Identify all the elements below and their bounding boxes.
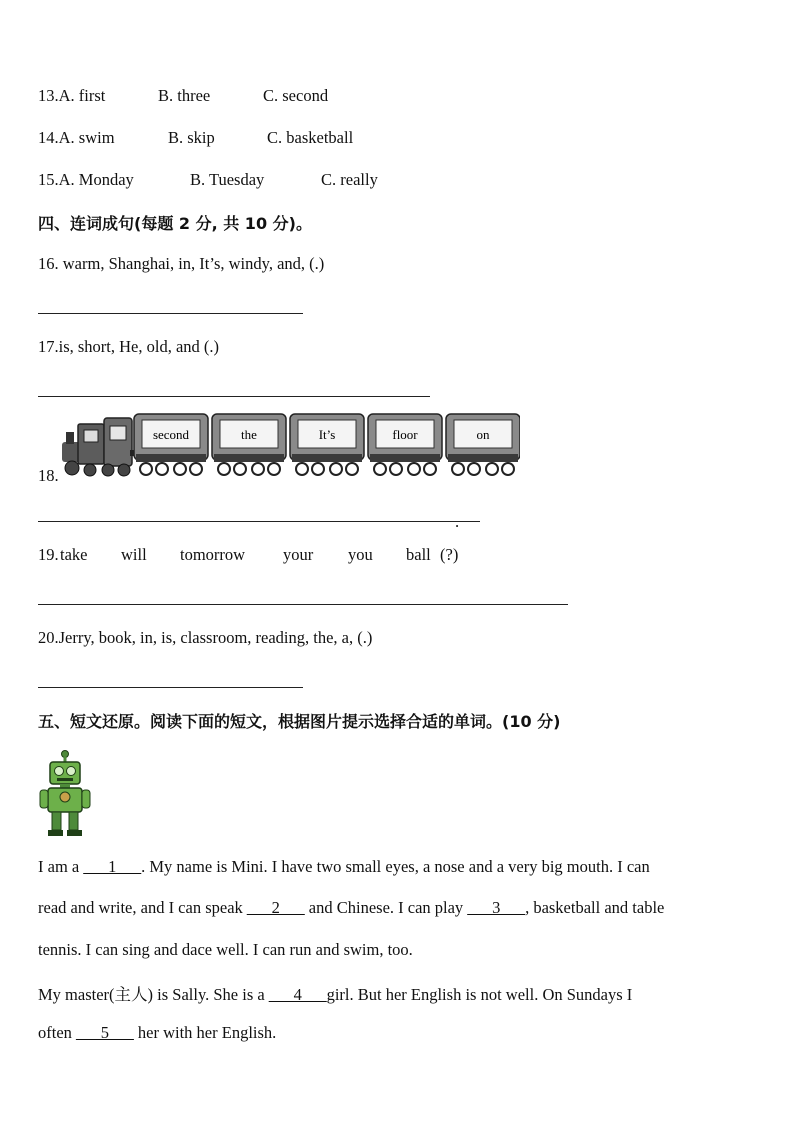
option-c: C. really (321, 170, 378, 189)
end-period: . (455, 512, 460, 531)
question-18-number: 18. (38, 466, 59, 485)
train-car (446, 414, 520, 475)
answer-line-19[interactable] (38, 604, 568, 605)
train-illustration (60, 410, 520, 480)
blank-2[interactable]: ___2___ (246, 898, 305, 917)
option-a: A. Monday (58, 170, 134, 189)
blank-4[interactable]: ___4___ (268, 985, 327, 1004)
question-17: 17.is, short, He, old, and (.) (38, 337, 220, 356)
option-a: A. swim (58, 128, 115, 147)
answer-line-20[interactable] (38, 687, 303, 688)
word: you (348, 545, 373, 564)
text: I am a (38, 857, 84, 876)
question-15 (38, 170, 134, 190)
blank-1[interactable]: ___1___ (83, 857, 142, 876)
train-car (290, 414, 364, 475)
option-b: B. skip (168, 128, 215, 147)
train-word: the (241, 427, 257, 442)
question-number: 13. (38, 86, 59, 105)
text: and Chinese. I can play (304, 898, 468, 917)
passage-line-3: tennis. I can sing and dace well. I can run and swim, too. (38, 940, 413, 959)
train-word: floor (392, 427, 418, 442)
question-13 (38, 86, 105, 106)
word: ball (406, 545, 431, 564)
word: will (121, 545, 147, 564)
option-b: B. Tuesday (190, 170, 265, 189)
question-number: 14. (38, 128, 59, 147)
train-car (134, 414, 208, 475)
text: My master(主人) is Sally. She is a (38, 985, 269, 1004)
train-word: It’s (318, 427, 336, 442)
answer-line-18[interactable] (38, 521, 480, 522)
question-14 (38, 128, 115, 148)
locomotive-icon (62, 418, 136, 476)
text: read and write, and I can speak (38, 898, 247, 917)
blank-5[interactable]: ___5___ (76, 1023, 134, 1042)
option-a: A. first (58, 86, 106, 105)
train-car (368, 414, 442, 475)
train-word: second (152, 427, 190, 442)
section-4-heading: 四、连词成句(每题 2 分, 共 10 分)。 (38, 214, 312, 233)
passage-line-5 (38, 1023, 758, 1043)
answer-line-17[interactable] (38, 396, 430, 397)
word: tomorrow (180, 545, 246, 564)
blank-3[interactable]: ___3___ (467, 898, 526, 917)
passage-line-2 (38, 898, 758, 918)
passage-line-4 (38, 981, 758, 1005)
question-number: 15. (38, 170, 59, 189)
option-b: B. three (158, 86, 211, 105)
question-16: 16. warm, Shanghai, in, It’s, windy, and, (.) (38, 254, 325, 273)
section-5-heading: 五、短文还原。阅读下面的短文，根据图片提示选择合适的单词。(10 分) (38, 712, 561, 731)
question-20: 20.Jerry, book, in, is, classroom, reading, the, a, (.) (38, 628, 373, 647)
answer-line-16[interactable] (38, 313, 303, 314)
robot-icon (38, 750, 92, 838)
train-word: on (476, 427, 490, 442)
text: , basketball and table (525, 898, 665, 917)
passage-line-1 (38, 857, 758, 877)
text: . My name is Mini. I have two small eyes, a nose and a very big mouth. I can (141, 857, 650, 876)
question-19-number: 19. (38, 545, 59, 564)
text: her with her English. (133, 1023, 277, 1042)
train-car (212, 414, 286, 475)
text: often (38, 1023, 77, 1042)
option-c: C. basketball (267, 128, 354, 147)
text: girl. But her English is not well. On Sundays I (326, 985, 633, 1004)
punctuation: (?) (440, 545, 459, 564)
word: take (60, 545, 88, 564)
word: your (283, 545, 314, 564)
option-c: C. second (263, 86, 329, 105)
